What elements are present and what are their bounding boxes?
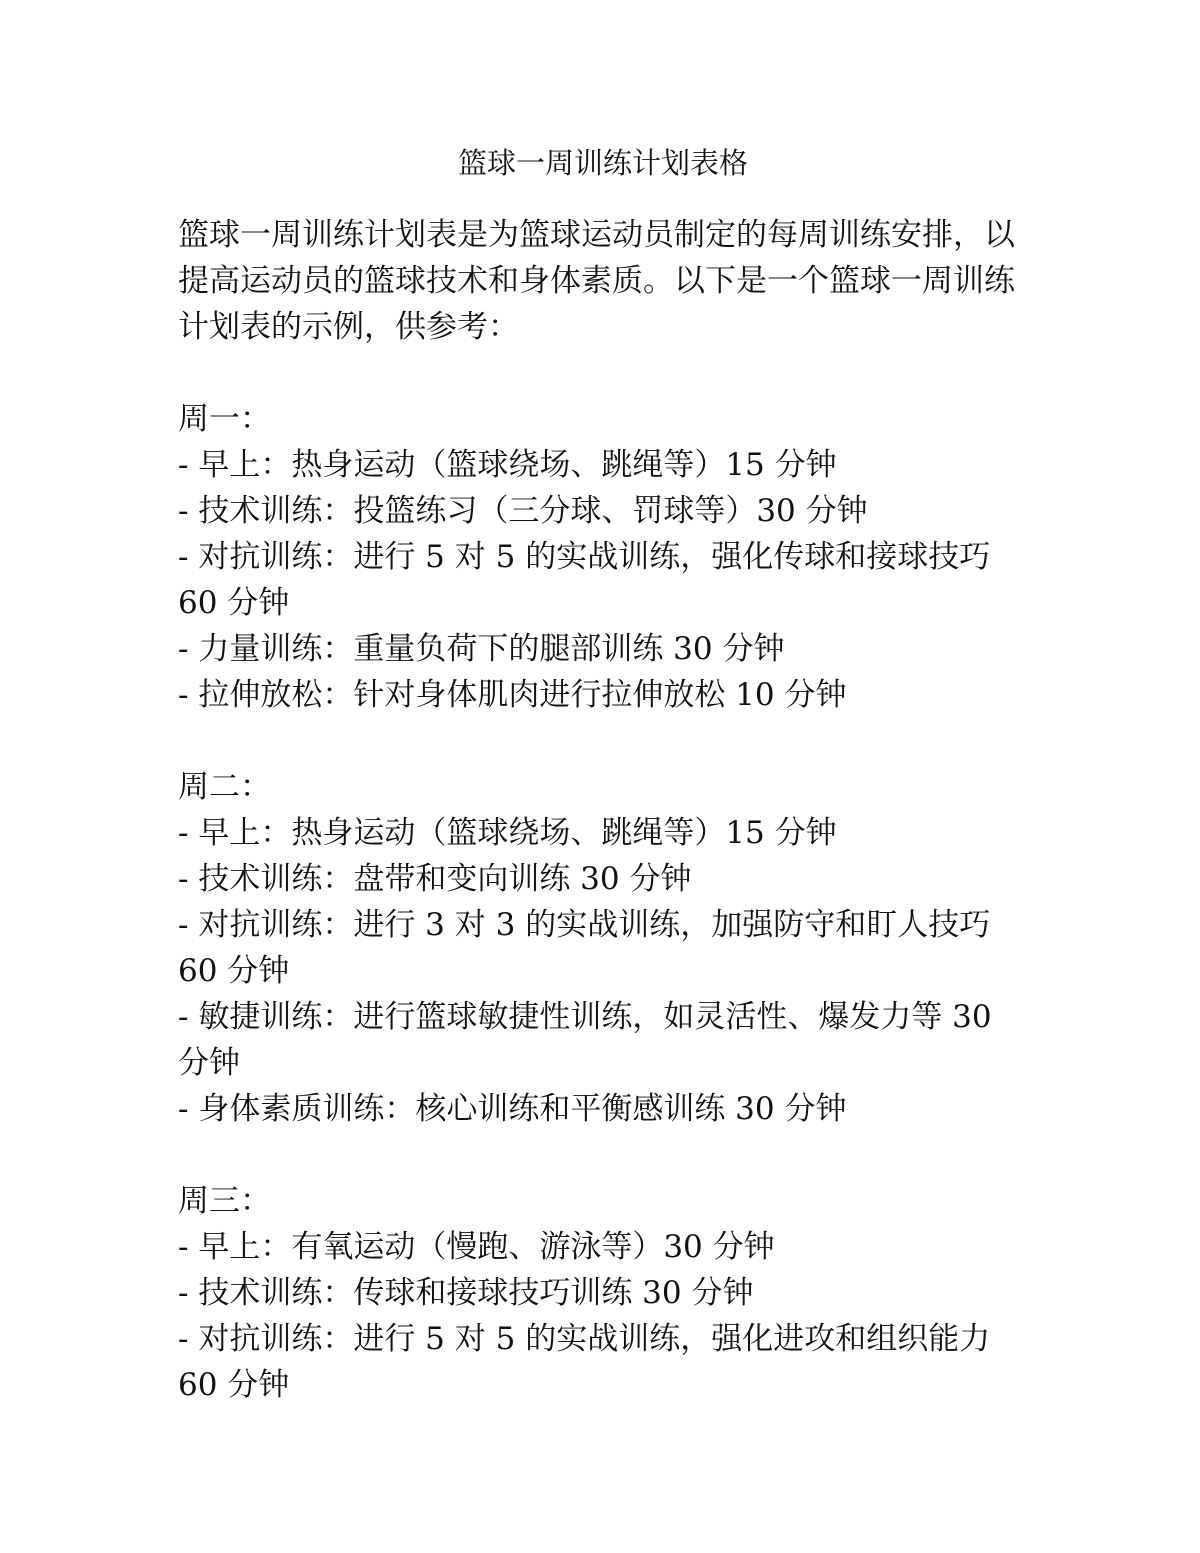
- plan-item: - 技术训练：传球和接球技巧训练 30 分钟: [178, 1275, 754, 1311]
- document-body: [178, 140, 1028, 1408]
- day-heading: 周三：: [178, 1183, 271, 1219]
- intro-paragraph: 篮球一周训练计划表是为篮球运动员制定的每周训练安排，以提高运动员的篮球技术和身体素质。以下是一个篮球一周训练计划表的示例，供参考：: [178, 217, 1015, 345]
- plan-item: - 技术训练：盘带和变向训练 30 分钟: [178, 861, 692, 897]
- plan-item: - 力量训练：重量负荷下的腿部训练 30 分钟: [178, 631, 785, 667]
- plan-item: - 对抗训练：进行 5 对 5 的实战训练，强化进攻和组织能力 60 分钟: [178, 1321, 991, 1403]
- day-section-monday: [178, 396, 1028, 718]
- day-section-wednesday: [178, 1178, 1028, 1408]
- document-title: 篮球一周训练计划表格: [457, 146, 748, 180]
- plan-item: - 早上：热身运动（篮球绕场、跳绳等）15 分钟: [178, 815, 837, 851]
- day-section-tuesday: [178, 764, 1028, 1132]
- plan-item: - 对抗训练：进行 3 对 3 的实战训练，加强防守和盯人技巧 60 分钟: [178, 907, 991, 989]
- plan-item: - 拉伸放松：针对身体肌肉进行拉伸放松 10 分钟: [178, 677, 847, 713]
- plan-item: - 早上：有氧运动（慢跑、游泳等）30 分钟: [178, 1229, 775, 1265]
- plan-item: - 敏捷训练：进行篮球敏捷性训练，如灵活性、爆发力等 30 分钟: [178, 999, 992, 1081]
- plan-item: - 技术训练：投篮练习（三分球、罚球等）30 分钟: [178, 493, 868, 529]
- plan-item: - 早上：热身运动（篮球绕场、跳绳等）15 分钟: [178, 447, 837, 483]
- plan-item: - 对抗训练：进行 5 对 5 的实战训练，强化传球和接球技巧 60 分钟: [178, 539, 991, 621]
- day-heading: 周二：: [178, 769, 271, 805]
- day-heading: 周一：: [178, 401, 271, 437]
- plan-item: - 身体素质训练：核心训练和平衡感训练 30 分钟: [178, 1091, 847, 1127]
